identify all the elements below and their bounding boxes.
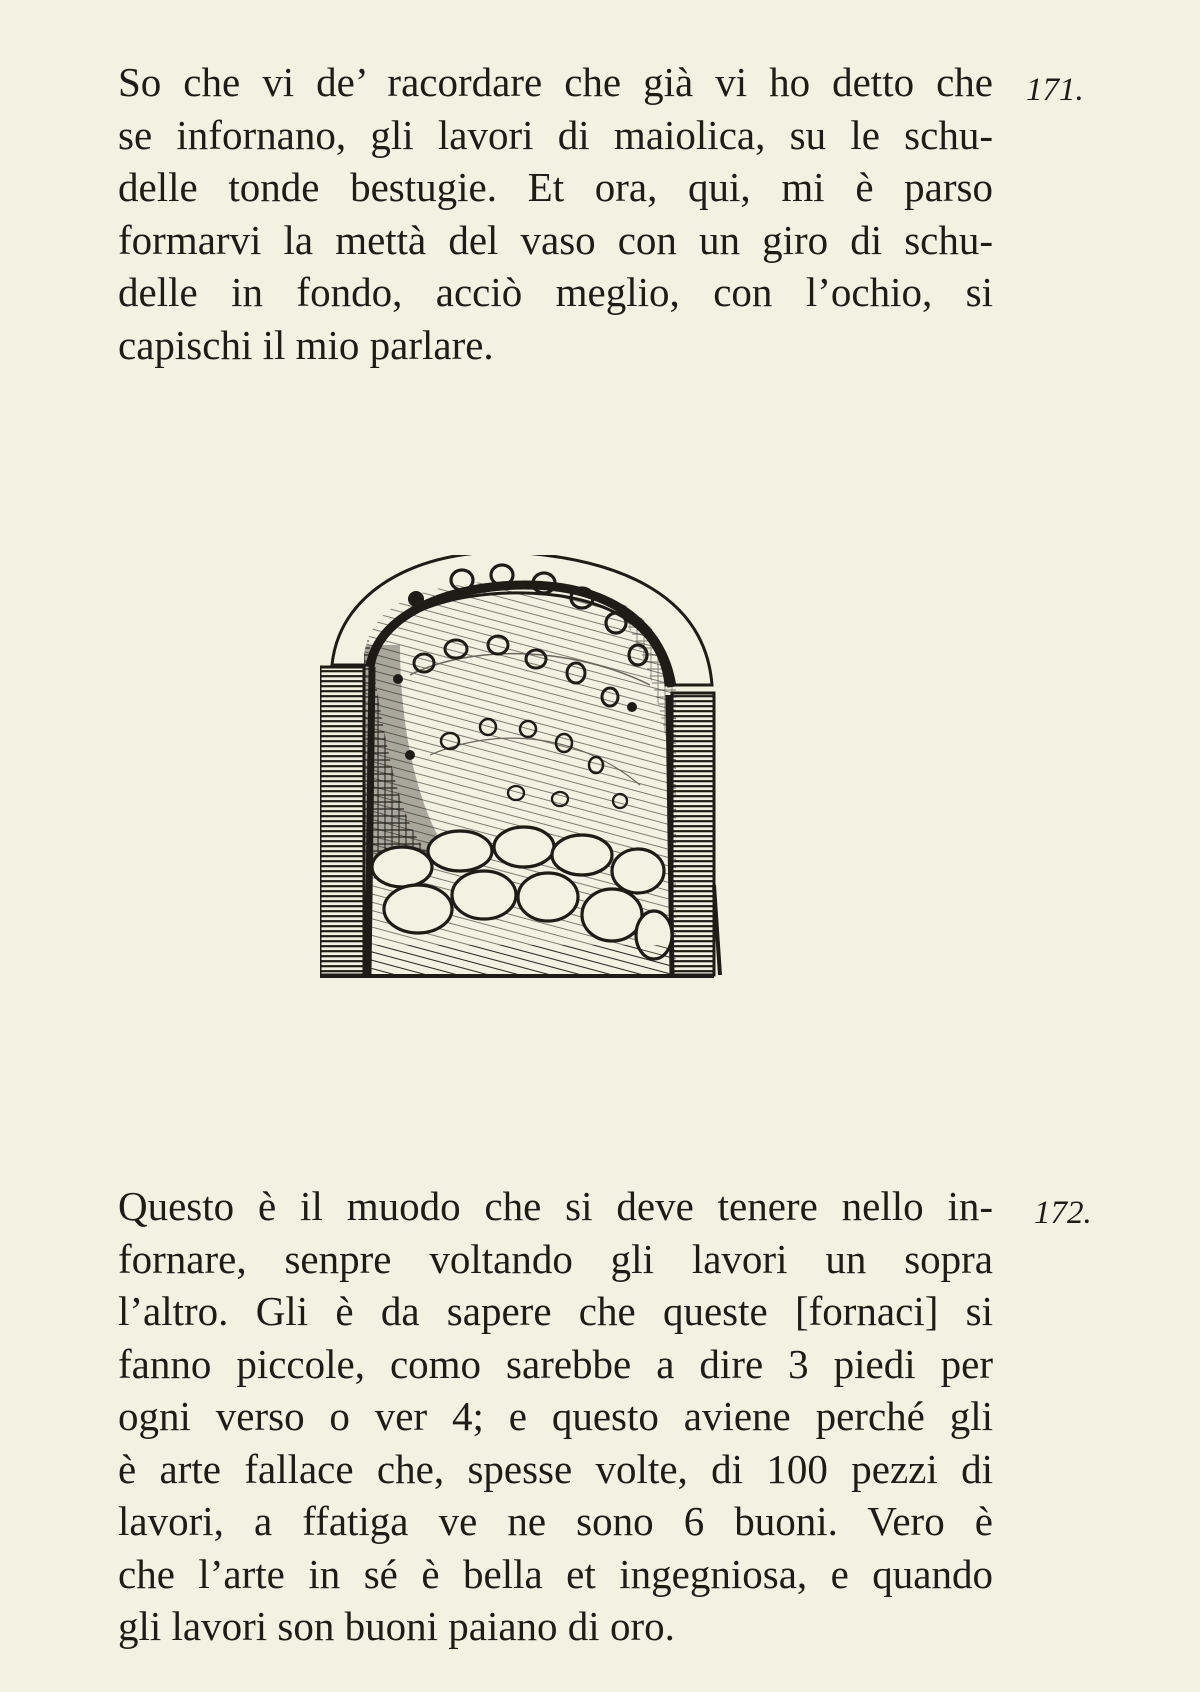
- text-line: è arte fallace che, spesse volte, di 100 pezzi di: [118, 1445, 993, 1492]
- paragraph-number-171: 171.: [1026, 72, 1084, 108]
- text-line: So che vi de’ racordare che già vi ho detto che: [118, 59, 993, 105]
- text-line: l’altro. Gli è da sapere che queste [fornaci] si: [118, 1288, 993, 1334]
- text-line: delle in fondo, acciò meglio, con l’ochio, si: [118, 269, 993, 315]
- text-line: formarvi la mettà del vaso con un giro di schu-: [118, 216, 993, 263]
- text-line: che l’arte in sé è bella et ingegniosa, e quando: [118, 1550, 993, 1597]
- text-line: Questo è il muodo che si deve tenere nello in-: [118, 1183, 993, 1229]
- text-line: se infornano, gli lavori di maiolica, su le schu-: [118, 111, 993, 158]
- paragraph-number-172: 172.: [1034, 1195, 1092, 1231]
- text-line: ogni verso o ver 4; e questo aviene perché gli: [118, 1393, 993, 1439]
- text-line: gli lavori son buoni paiano di oro.: [118, 1603, 675, 1649]
- text-line: fanno piccole, como sarebbe a dire 3 piedi per: [118, 1340, 993, 1387]
- paragraph-171: [118, 56, 993, 371]
- text-line: lavori, a ffatiga ve ne sono 6 buoni. Vero è: [118, 1498, 993, 1544]
- kiln-illustration: [320, 555, 780, 1000]
- paragraph-172: [118, 1180, 993, 1653]
- kiln-cross-section-icon: [320, 555, 780, 1000]
- text-line: fornare, senpre voltando gli lavori un sopra: [118, 1235, 993, 1282]
- text-line: capischi il mio parlare.: [118, 321, 494, 368]
- text-line: delle tonde bestugie. Et ora, qui, mi è parso: [118, 164, 993, 210]
